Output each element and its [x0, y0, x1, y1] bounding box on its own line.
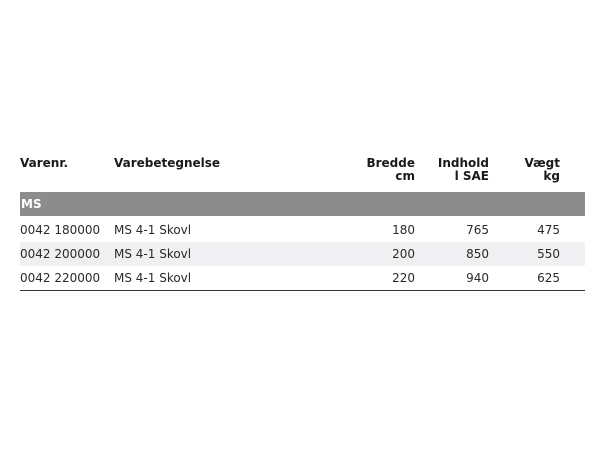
- header-varenr: Varenr.: [20, 156, 69, 170]
- cell-bredde: 200: [392, 247, 415, 261]
- cell-varenr: 0042 220000: [20, 271, 101, 285]
- cell-vaegt: 475: [537, 223, 560, 237]
- header-bredde: Bredde cm: [366, 156, 415, 183]
- table-row: [20, 242, 585, 266]
- cell-varenr: 0042 180000: [20, 223, 101, 237]
- header-indhold: Indhold l SAE: [437, 156, 489, 183]
- cell-indhold: 940: [466, 271, 489, 285]
- cell-bredde: 220: [392, 271, 415, 285]
- cell-indhold: 765: [466, 223, 489, 237]
- cell-varebetegnelse: MS 4-1 Skovl: [114, 247, 192, 261]
- cell-varebetegnelse: MS 4-1 Skovl: [114, 271, 192, 285]
- table-row: [20, 266, 585, 290]
- cell-varenr: 0042 200000: [20, 247, 101, 261]
- header-varebetegnelse: Varebetegnelse: [114, 156, 221, 170]
- product-table: [20, 155, 585, 291]
- cell-indhold: 850: [466, 247, 489, 261]
- cell-vaegt: 625: [537, 271, 560, 285]
- table-header: [20, 155, 585, 192]
- cell-bredde: 180: [392, 223, 415, 237]
- header-vaegt: Vægt kg: [524, 156, 560, 183]
- group-header-ms: MS: [20, 192, 585, 216]
- table-row: [20, 218, 585, 242]
- cell-varebetegnelse: MS 4-1 Skovl: [114, 223, 192, 237]
- table-bottom-rule: [20, 290, 585, 291]
- cell-vaegt: 550: [537, 247, 560, 261]
